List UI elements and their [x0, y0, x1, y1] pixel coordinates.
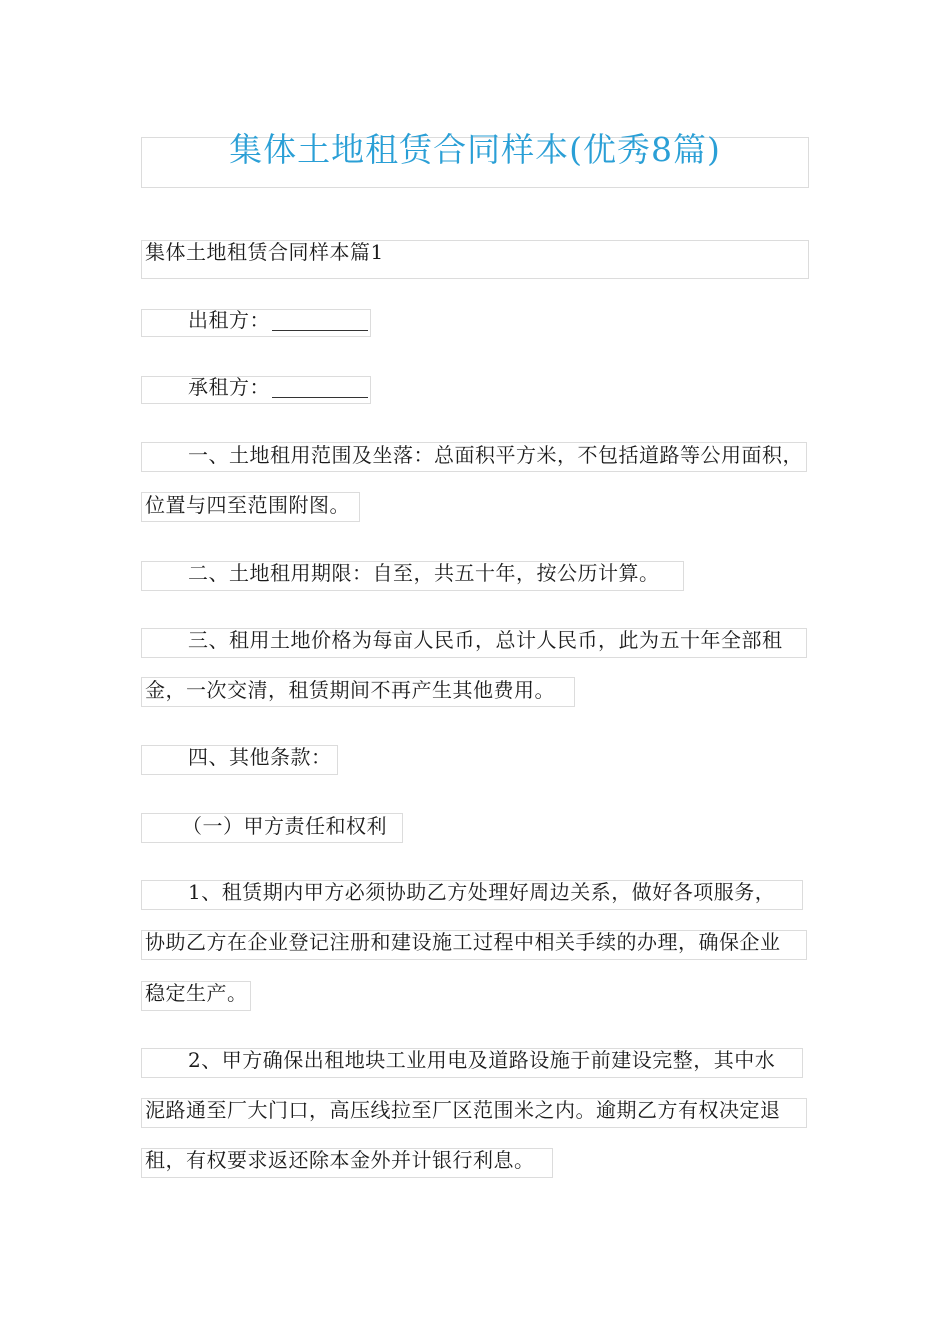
- section-heading: 集体土地租赁合同样本篇1: [145, 240, 384, 264]
- lessor-blank: [272, 310, 368, 331]
- clause2: 二、土地租用期限：自至，共五十年，按公历计算。: [188, 561, 660, 585]
- item2-line3: 租，有权要求返还除本金外并计银行利息。: [145, 1148, 535, 1172]
- clause4: 四、其他条款：: [188, 745, 332, 769]
- lessee-label: 承租方：: [188, 375, 270, 399]
- document-title: 集体土地租赁合同样本(优秀8篇): [229, 130, 721, 169]
- item2-line1: 2、甲方确保出租地块工业用电及道路设施于前建设完整，其中水: [188, 1048, 776, 1072]
- lessor-label: 出租方：: [188, 308, 270, 332]
- item1-line1: 1、租赁期内甲方必须协助乙方处理好周边关系，做好各项服务，: [188, 880, 776, 904]
- item1-line2: 协助乙方在企业登记注册和建设施工过程中相关手续的办理，确保企业: [145, 930, 781, 954]
- item1-line3: 稳定生产。: [145, 981, 248, 1005]
- lessee-line: [188, 373, 368, 401]
- clause1-line1: 一、土地租用范围及坐落：总面积平方米，不包括道路等公用面积，: [188, 443, 803, 467]
- item2-line2: 泥路通至厂大门口，高压线拉至厂区范围米之内。逾期乙方有权决定退: [145, 1098, 781, 1122]
- sub1-heading: （一）甲方责任和权利: [182, 814, 387, 838]
- clause3-line1: 三、租用土地价格为每亩人民币，总计人民币，此为五十年全部租: [188, 628, 783, 652]
- lessee-blank: [272, 377, 368, 398]
- lessor-line: [188, 306, 368, 334]
- clause3-line2: 金，一次交清，租赁期间不再产生其他费用。: [145, 678, 555, 702]
- clause1-line2: 位置与四至范围附图。: [145, 493, 350, 517]
